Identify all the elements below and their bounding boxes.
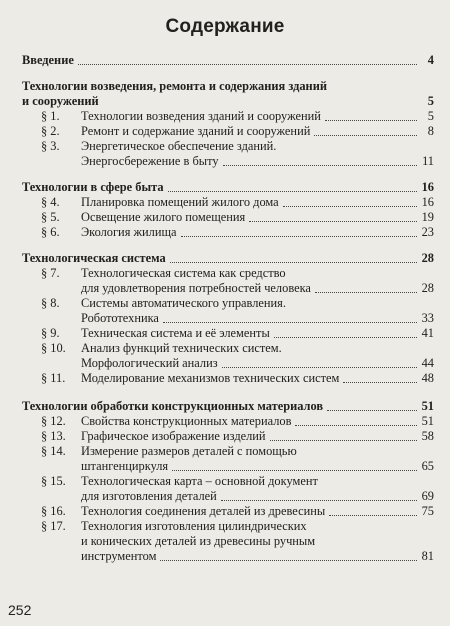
leader-dots: [329, 515, 417, 516]
toc-page-number: 16: [421, 195, 434, 209]
toc-entry-title: для удовлетворения потребностей человека: [81, 281, 311, 295]
toc-entry-title: Технологическая карта – основной документ: [81, 474, 318, 488]
toc-paragraph-number: § 6.: [41, 225, 60, 239]
leader-dots: [78, 64, 417, 65]
toc-page-number: 51: [421, 414, 434, 428]
toc-page-number: 16: [421, 180, 434, 194]
toc-page-number: 75: [421, 504, 434, 518]
toc-entry-title: инструментом: [81, 549, 157, 563]
toc-entry[interactable]: [22, 504, 434, 519]
toc-entry-title: Робототехника: [81, 311, 159, 325]
toc-entry-title: Освещение жилого помещения: [81, 210, 246, 224]
toc-entry-title: штангенциркуля: [81, 459, 169, 473]
toc-section-title: Технологии возведения, ремонта и содержания зданий: [22, 79, 327, 93]
toc-entry-title: Морфологический анализ: [81, 356, 218, 370]
leader-dots: [170, 262, 417, 263]
toc-page-number: 41: [421, 326, 434, 340]
toc-section-title: Технологическая система: [22, 251, 166, 265]
toc-entry-title: Графическое изображение изделий: [81, 429, 266, 443]
toc-entry[interactable]: [22, 139, 434, 169]
leader-dots: [221, 500, 417, 501]
toc-entry-title: Технологии возведения зданий и сооружений: [81, 109, 321, 123]
toc-paragraph-number: § 12.: [41, 414, 66, 428]
leader-dots: [168, 191, 417, 192]
toc-paragraph-number: § 13.: [41, 429, 66, 443]
toc-paragraph-number: § 10.: [41, 341, 66, 355]
toc-entry[interactable]: [22, 225, 434, 240]
toc-page-number: 28: [421, 281, 434, 295]
toc-entry-intro[interactable]: [22, 53, 434, 68]
toc-section-title: и сооружений: [22, 94, 99, 108]
toc-entry[interactable]: [22, 109, 434, 124]
leader-dots: [270, 440, 417, 441]
leader-dots: [283, 206, 417, 207]
leader-dots: [163, 322, 417, 323]
toc-entry[interactable]: [22, 326, 434, 341]
page-number: 252: [8, 602, 32, 618]
toc-paragraph-number: § 16.: [41, 504, 66, 518]
toc-entry[interactable]: [22, 195, 434, 210]
toc-entry[interactable]: [22, 266, 434, 296]
leader-dots: [223, 165, 417, 166]
toc-entry-title: Введение: [22, 53, 74, 67]
toc-entry[interactable]: [22, 341, 434, 371]
toc-section[interactable]: [22, 399, 434, 414]
toc-paragraph-number: § 2.: [41, 124, 60, 138]
toc-page-number: 5: [427, 109, 434, 123]
toc-paragraph-number: § 7.: [41, 266, 60, 280]
leader-dots: [222, 367, 417, 368]
leader-dots: [160, 560, 417, 561]
toc-section-title: Технологии в сфере быта: [22, 180, 164, 194]
toc-page-number: 69: [421, 489, 434, 503]
toc-entry[interactable]: [22, 371, 434, 386]
toc-paragraph-number: § 8.: [41, 296, 60, 310]
toc-paragraph-number: § 11.: [41, 371, 66, 385]
toc-page-number: 23: [421, 225, 434, 239]
toc-entry[interactable]: [22, 429, 434, 444]
toc-page-number: 44: [421, 356, 434, 370]
toc-entry-title: Энергосбережение в быту: [81, 154, 219, 168]
toc-entry-title: для изготовления деталей: [81, 489, 217, 503]
leader-dots: [249, 221, 417, 222]
toc-entry-title: Свойства конструкционных материалов: [81, 414, 292, 428]
toc-page-number: 4: [427, 53, 434, 67]
toc-entry-title: Системы автоматического управления.: [81, 296, 286, 310]
toc-entry-title: Техническая система и её элементы: [81, 326, 270, 340]
toc-entry[interactable]: [22, 414, 434, 429]
toc-page-number: 65: [421, 459, 434, 473]
toc-entry[interactable]: [22, 519, 434, 564]
toc-page-number: 51: [421, 399, 434, 413]
toc-page-number: 5: [427, 94, 434, 108]
toc-entry-title: Планировка помещений жилого дома: [81, 195, 279, 209]
toc-section[interactable]: [22, 251, 434, 266]
table-of-contents: [22, 53, 434, 564]
leader-dots: [274, 337, 417, 338]
toc-paragraph-number: § 9.: [41, 326, 60, 340]
toc-section-title: Технологии обработки конструкционных материалов: [22, 399, 324, 413]
toc-page-number: 8: [427, 124, 434, 138]
leader-dots: [181, 236, 417, 237]
toc-paragraph-number: § 4.: [41, 195, 60, 209]
leader-dots: [325, 120, 417, 121]
toc-entry-title: Энергетическое обеспечение зданий.: [81, 139, 277, 153]
page-title: Содержание: [165, 16, 285, 37]
toc-entry-title: и конических деталей из древесины ручным: [81, 534, 316, 548]
toc-entry[interactable]: [22, 210, 434, 225]
toc-entry-title: Ремонт и содержание зданий и сооружений: [81, 124, 311, 138]
leader-dots: [314, 135, 417, 136]
toc-entry[interactable]: [22, 474, 434, 504]
toc-page-number: 28: [421, 251, 434, 265]
toc-paragraph-number: § 3.: [41, 139, 60, 153]
toc-entry-title: Технологическая система как средство: [81, 266, 286, 280]
toc-page-number: 48: [421, 371, 434, 385]
toc-paragraph-number: § 17.: [41, 519, 66, 533]
leader-dots: [343, 382, 417, 383]
toc-entry-title: Измерение размеров деталей с помощью: [81, 444, 297, 458]
toc-entry[interactable]: [22, 444, 434, 474]
toc-page-number: 58: [421, 429, 434, 443]
toc-entry-title: Анализ функций технических систем.: [81, 341, 282, 355]
leader-dots: [315, 292, 417, 293]
toc-entry-title: Экология жилища: [81, 225, 177, 239]
leader-dots: [295, 425, 417, 426]
toc-section[interactable]: [22, 79, 434, 109]
toc-entry[interactable]: [22, 296, 434, 326]
toc-paragraph-number: § 1.: [41, 109, 60, 123]
toc-page-number: 81: [421, 549, 434, 563]
toc-entry-title: Технология соединения деталей из древесины: [81, 504, 326, 518]
leader-dots: [172, 470, 417, 471]
toc-entry-title: Технология изготовления цилиндрических: [81, 519, 307, 533]
toc-paragraph-number: § 5.: [41, 210, 60, 224]
toc-page-number: 11: [422, 154, 434, 168]
toc-section[interactable]: [22, 180, 434, 195]
toc-entry-title: Моделирование механизмов технических систем: [81, 371, 340, 385]
toc-paragraph-number: § 14.: [41, 444, 66, 458]
leader-dots: [327, 410, 417, 411]
toc-page-number: 19: [421, 210, 434, 224]
toc-page-number: 33: [421, 311, 434, 325]
toc-entry[interactable]: [22, 124, 434, 139]
toc-paragraph-number: § 15.: [41, 474, 66, 488]
